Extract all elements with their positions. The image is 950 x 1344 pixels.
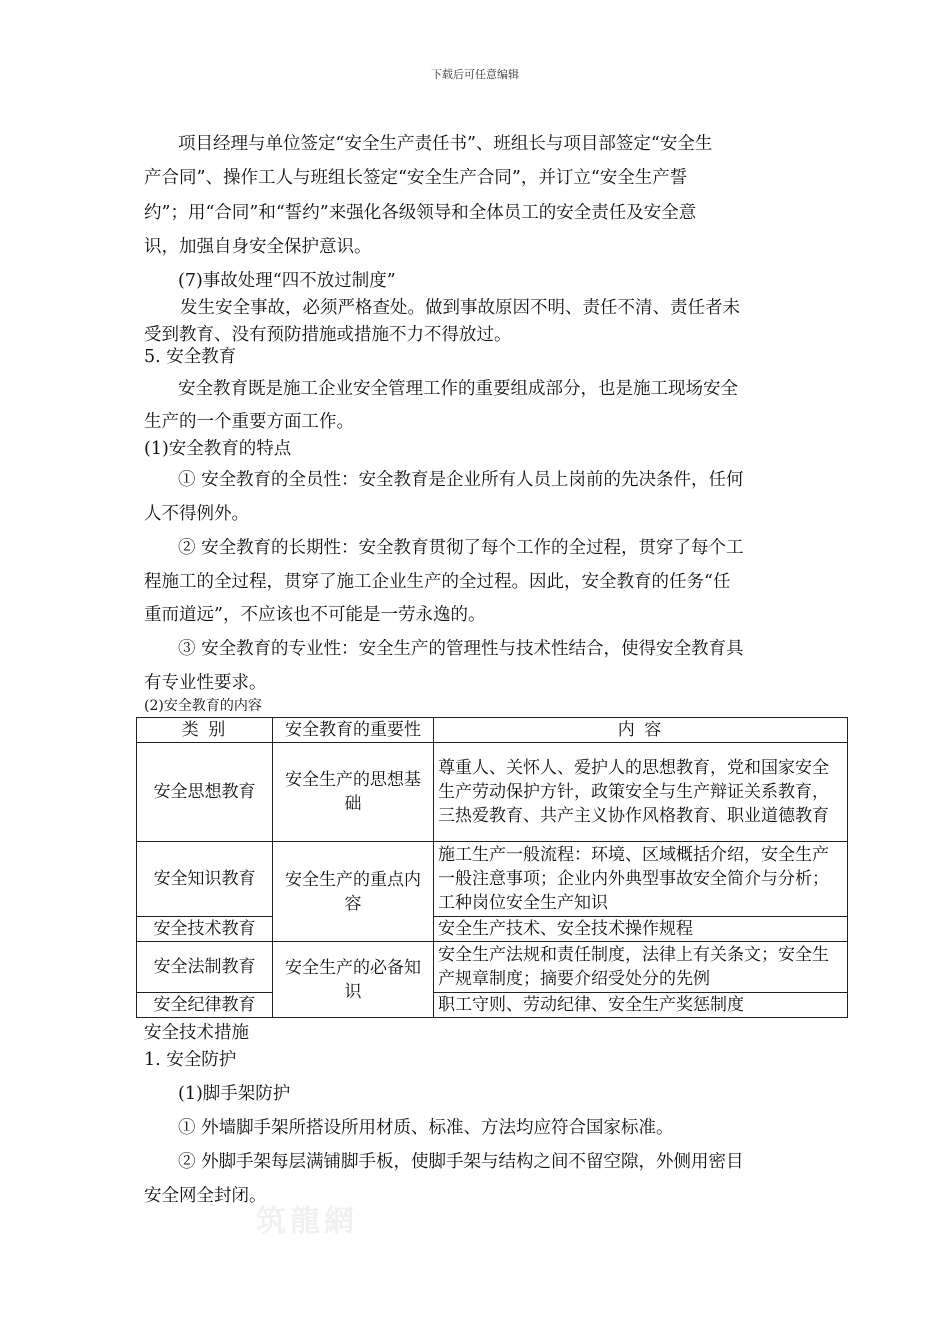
section-heading: 5. 安全教育 xyxy=(144,347,237,367)
table-header-cell: 内 容 xyxy=(434,718,848,743)
paragraph-line: 产合同”、操作工人与班组长签定“安全生产合同”，并订立“安全生产誓 xyxy=(144,168,688,188)
watermark-logo: 筑龍網 xyxy=(256,1204,358,1239)
table-cell: 安全生产技术、安全技术操作规程 xyxy=(434,917,848,942)
paragraph-line: 约”；用“合同”和“誓约”来强化各级领导和全体员工的安全责任及安全意 xyxy=(144,203,697,223)
table-row xyxy=(137,917,848,942)
paragraph-line: ① 安全教育的全员性：安全教育是企业所有人员上岗前的先决条件，任何 xyxy=(178,470,744,490)
paragraph-line: 人不得例外。 xyxy=(144,504,249,524)
table-cell: 尊重人、关怀人、爱护人的思想教育，党和国家安全生产劳动保护方针，政策安全与生产辩证关系教育，三热爱教育、共产主义协作风格教育、职业道德教育 xyxy=(434,743,848,842)
paragraph-line: 重而道远”，不应该也不可能是一劳永逸的。 xyxy=(144,605,486,625)
paragraph-line: 程施工的全过程，贯穿了施工企业生产的全过程。因此，安全教育的任务“任 xyxy=(144,572,731,592)
table-cell: 安全技术教育 xyxy=(137,917,273,942)
table-header-row xyxy=(137,718,848,743)
paragraph-line: 有专业性要求。 xyxy=(144,673,267,693)
page-header: 下载后可任意编辑 xyxy=(431,68,519,81)
section-heading: 安全技术措施 xyxy=(144,1023,249,1043)
table-cell: 安全法制教育 xyxy=(137,942,273,993)
paragraph-line: ① 外墙脚手架所搭设所用材质、标准、方法均应符合国家标准。 xyxy=(178,1118,674,1138)
table-cell: 安全生产法规和责任制度，法律上有关条文；安全生产规章制度；摘要介绍受处分的先例 xyxy=(434,942,848,993)
table-cell: 职工守则、劳动纪律、安全生产奖惩制度 xyxy=(434,993,848,1018)
table-cell: 安全生产的思想基础 xyxy=(273,743,434,842)
table-row xyxy=(137,743,848,842)
paragraph-line: ② 安全教育的长期性：安全教育贯彻了每个工作的全过程，贯穿了每个工 xyxy=(178,538,744,558)
paragraph-line: 项目经理与单位签定“安全生产责任书”、班组长与项目部签定“安全生 xyxy=(178,134,713,154)
paragraph-line: 发生安全事故，必须严格查处。做到事故原因不明、责任不清、责任者未 xyxy=(180,298,740,318)
paragraph-line: 识，加强自身安全保护意识。 xyxy=(144,237,372,257)
table-header-cell: 安全教育的重要性 xyxy=(273,718,434,743)
table-cell: 安全思想教育 xyxy=(137,743,273,842)
subheading: (7)事故处理“四不放过制度” xyxy=(178,271,396,291)
paragraph-line: ③ 安全教育的专业性：安全生产的管理性与技术性结合，使得安全教育具 xyxy=(178,639,744,659)
table-row xyxy=(137,842,848,917)
table-header-cell: 类 别 xyxy=(137,718,273,743)
table-row xyxy=(137,942,848,993)
paragraph-line: 生产的一个重要方面工作。 xyxy=(144,412,354,432)
table-row xyxy=(137,993,848,1018)
table-cell: 安全生产的必备知识 xyxy=(273,942,434,1018)
subheading: (2)安全教育的内容 xyxy=(144,698,262,714)
table-cell: 安全生产的重点内容 xyxy=(273,842,434,942)
table-cell: 安全知识教育 xyxy=(137,842,273,917)
education-content-table xyxy=(136,717,848,1018)
subheading: (1)脚手架防护 xyxy=(178,1084,291,1104)
table-cell: 施工生产一般流程：环境、区域概括介绍，安全生产一般注意事项；企业内外典型事故安全简介与分析；工种岗位安全生产知识 xyxy=(434,842,848,917)
section-heading: 1. 安全防护 xyxy=(144,1050,237,1070)
paragraph-line: 安全网全封闭。 xyxy=(144,1186,267,1206)
paragraph-line: ② 外脚手架每层满铺脚手板，使脚手架与结构之间不留空隙，外侧用密目 xyxy=(178,1152,744,1172)
subheading: (1)安全教育的特点 xyxy=(144,439,292,459)
table-cell: 安全纪律教育 xyxy=(137,993,273,1018)
paragraph-line: 受到教育、没有预防措施或措施不力不得放过。 xyxy=(144,325,512,345)
paragraph-line: 安全教育既是施工企业安全管理工作的重要组成部分，也是施工现场安全 xyxy=(178,379,738,399)
